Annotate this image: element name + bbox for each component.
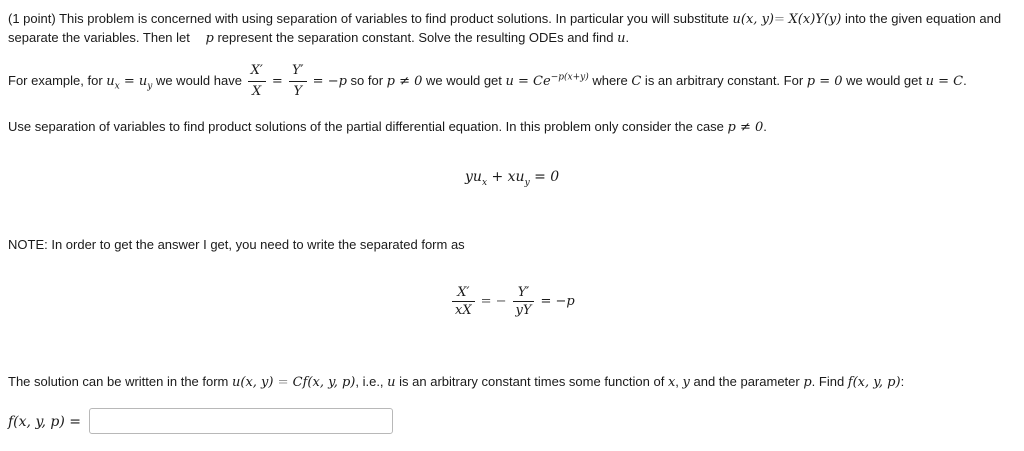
intro-u-expr: u(x, y) bbox=[732, 12, 774, 27]
example-wouldget-2: we would get bbox=[842, 72, 926, 88]
intro-text-3: separate the variables. Then let bbox=[8, 30, 194, 45]
example-line bbox=[8, 62, 967, 101]
example-arb: is an arbitrary constant. For bbox=[641, 72, 807, 88]
task-text: Use separation of variables to find product solutions of the partial differential equation. In this problem only consider the case bbox=[8, 119, 728, 134]
sep-frac-x: $\frac{X'}{xX}$ bbox=[452, 285, 475, 318]
example-p0: p = 0 bbox=[806, 73, 843, 89]
sep-eq-2: = −p bbox=[540, 293, 575, 309]
intro-text-2: into the given equation and bbox=[841, 11, 1002, 26]
example-cond: p ≠ 0 bbox=[386, 73, 423, 89]
example-wouldget: we would get bbox=[422, 72, 506, 88]
intro-text-4: represent the separation constant. Solve the resulting ODEs and find bbox=[213, 30, 618, 45]
intro-line-1 bbox=[8, 11, 1001, 27]
example-sofor: so for bbox=[346, 72, 387, 88]
example-where: where bbox=[588, 72, 632, 88]
task-end: . bbox=[763, 119, 767, 134]
task-line bbox=[8, 119, 767, 135]
example-pde: $u_x = u_y$ bbox=[106, 73, 153, 92]
note-text: NOTE: In order to get the answer I get, you need to write the separated form as bbox=[8, 237, 465, 252]
example-frac-x: $\frac{X'}{X}$ bbox=[248, 62, 266, 101]
intro-eq: = bbox=[774, 12, 785, 27]
task-cond: p ≠ 0 bbox=[727, 120, 764, 135]
answer-label: f(x, y, p) = bbox=[8, 414, 81, 430]
solution-form-line: The solution can be written in the form u(x, y) = Cf(x, y, p), i.e., u is an arbitrary constant times some function of x, y and the parameter p. Find f(x, y, p): bbox=[8, 374, 905, 390]
example-have: we would have bbox=[152, 72, 246, 88]
example-solution: $u = Ce^{-p(x+y)}$ bbox=[505, 72, 589, 89]
example-frac-y: $\frac{Y'}{Y}$ bbox=[289, 62, 307, 101]
intro-product-expr: X(x)Y(y) bbox=[788, 12, 842, 27]
example-C: C bbox=[631, 73, 642, 89]
answer-input[interactable] bbox=[89, 408, 393, 434]
example-eq-2: = bbox=[308, 73, 328, 89]
pde-display: $yu_x + xu_y = 0$ bbox=[465, 169, 560, 188]
intro-text-5: . bbox=[625, 30, 630, 45]
sep-eq-1: = − bbox=[480, 293, 507, 309]
example-u-eq-C: u = C bbox=[925, 73, 964, 89]
separated-form bbox=[450, 285, 575, 318]
sep-frac-y: $\frac{Y'}{yY}$ bbox=[513, 285, 535, 318]
intro-u-var: u bbox=[617, 31, 626, 46]
example-lead: For example, for bbox=[8, 72, 107, 88]
intro-text-1: (1 point) This problem is concerned with using separation of variables to find product solutions. In particular you will substitute bbox=[8, 11, 733, 26]
intro-p-var: p bbox=[205, 31, 214, 46]
intro-line-2 bbox=[8, 30, 629, 46]
note-line bbox=[8, 237, 465, 252]
example-eq-1: = bbox=[267, 73, 287, 89]
example-rhs: −p bbox=[327, 73, 347, 89]
example-end: . bbox=[963, 72, 967, 88]
